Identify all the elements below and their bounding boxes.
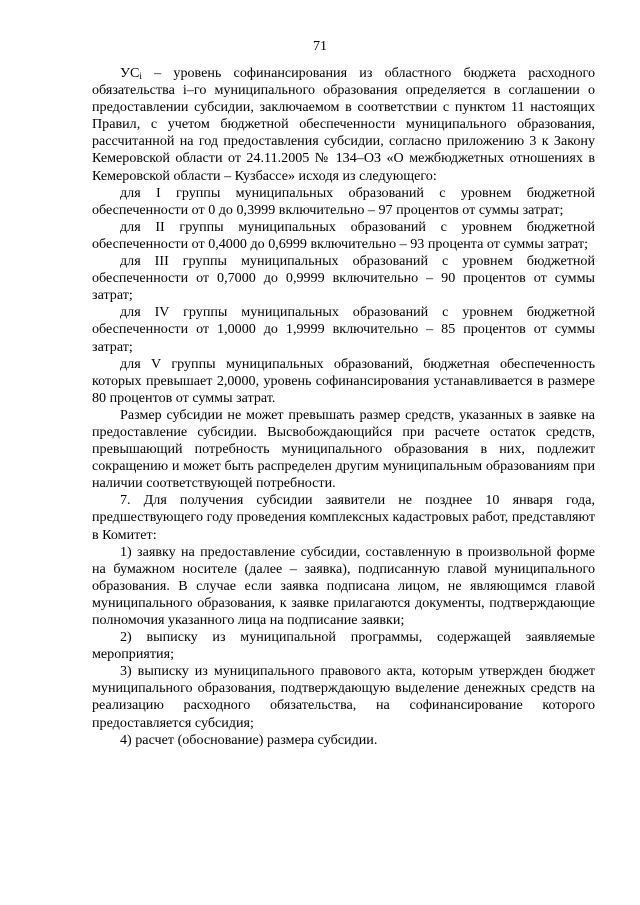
paragraph-co-financing-level xyxy=(92,65,595,185)
paragraph-text: – уровень софинансирования из областного бюджета расходного обязательства i–го муниципального образования определяется в соглашении о предоставлении субсидии, заключаемом в соответствии с пунктом 11 настоящих Правил, с учетом бюджетной обеспеченности муниципального образования, рассчитанной на год предоставления субсидии, согласно приложению 3 к Закону Кемеровской области от 24.11.2005 № 134–ОЗ «О межбюджетных отношениях в Кемеровской области – Кузбассе» исходя из следующего: xyxy=(92,65,595,184)
paragraph-group-1: для I группы муниципальных образований с уровнем бюджетной обеспеченности от 0 до 0,3999 включительно – 97 процентов от суммы затрат; xyxy=(92,184,595,218)
paragraph-item-7-1: 1) заявку на предоставление субсидии, составленную в произвольной форме на бумажном носителе (далее – заявка), подписанную главой муниципального образования. В случае если заявка подписана лицом, не являющимся главой муниципального образования, к заявке прилагаются документы, подтверждающие полномочия указанного лица на подписание заявки; xyxy=(92,543,595,628)
paragraph-group-2: для II группы муниципальных образований с уровнем бюджетной обеспеченности от 0,4000 до 0,6999 включительно – 93 процента от суммы затрат; xyxy=(92,218,595,252)
paragraph-group-3: для III группы муниципальных образований с уровнем бюджетной обеспеченности от 0,7000 до 0,9999 включительно – 90 процентов от суммы затрат; xyxy=(92,253,595,304)
document-body xyxy=(92,65,595,749)
term-index-subscript: i xyxy=(139,71,142,81)
paragraph-item-7-2: 2) выписку из муниципальной программы, содержащей заявляемые мероприятия; xyxy=(92,629,595,663)
paragraph-group-4: для IV группы муниципальных образований с уровнем бюджетной обеспеченности от 1,0000 до 1,9999 включительно – 85 процентов от суммы затрат; xyxy=(92,304,595,355)
paragraph-item-7-4: 4) расчет (обоснование) размера субсидии. xyxy=(120,731,378,748)
page-number: 71 xyxy=(313,39,327,54)
paragraph-item-7-3: 3) выписку из муниципального правового акта, которым утвержден бюджет муниципального образования, подтверждающую выделение денежных средств на реализацию расходного обязательства, на софинансирование которого предоставляется субсидия; xyxy=(92,663,595,731)
paragraph-item-7: 7. Для получения субсидии заявители не позднее 10 января года, предшествующего году проведения комплексных кадастровых работ, представляют в Комитет: xyxy=(92,492,595,543)
paragraph-group-5: для V группы муниципальных образований, бюджетная обеспеченность которых превышает 2,0000, уровень софинансирования устанавливается в размере 80 процентов от суммы затрат. xyxy=(92,355,595,406)
term-co-financing-symbol: УС xyxy=(120,65,140,81)
paragraph-subsidy-limit: Размер субсидии не может превышать размер средств, указанных в заявке на предоставление субсидии. Высвобождающийся при расчете остаток средств, превышающий потребность муниципального образования в них, подлежит сокращению и может быть распределен другим муниципальным образованиям при наличии соответствующей потребности. xyxy=(92,406,595,492)
